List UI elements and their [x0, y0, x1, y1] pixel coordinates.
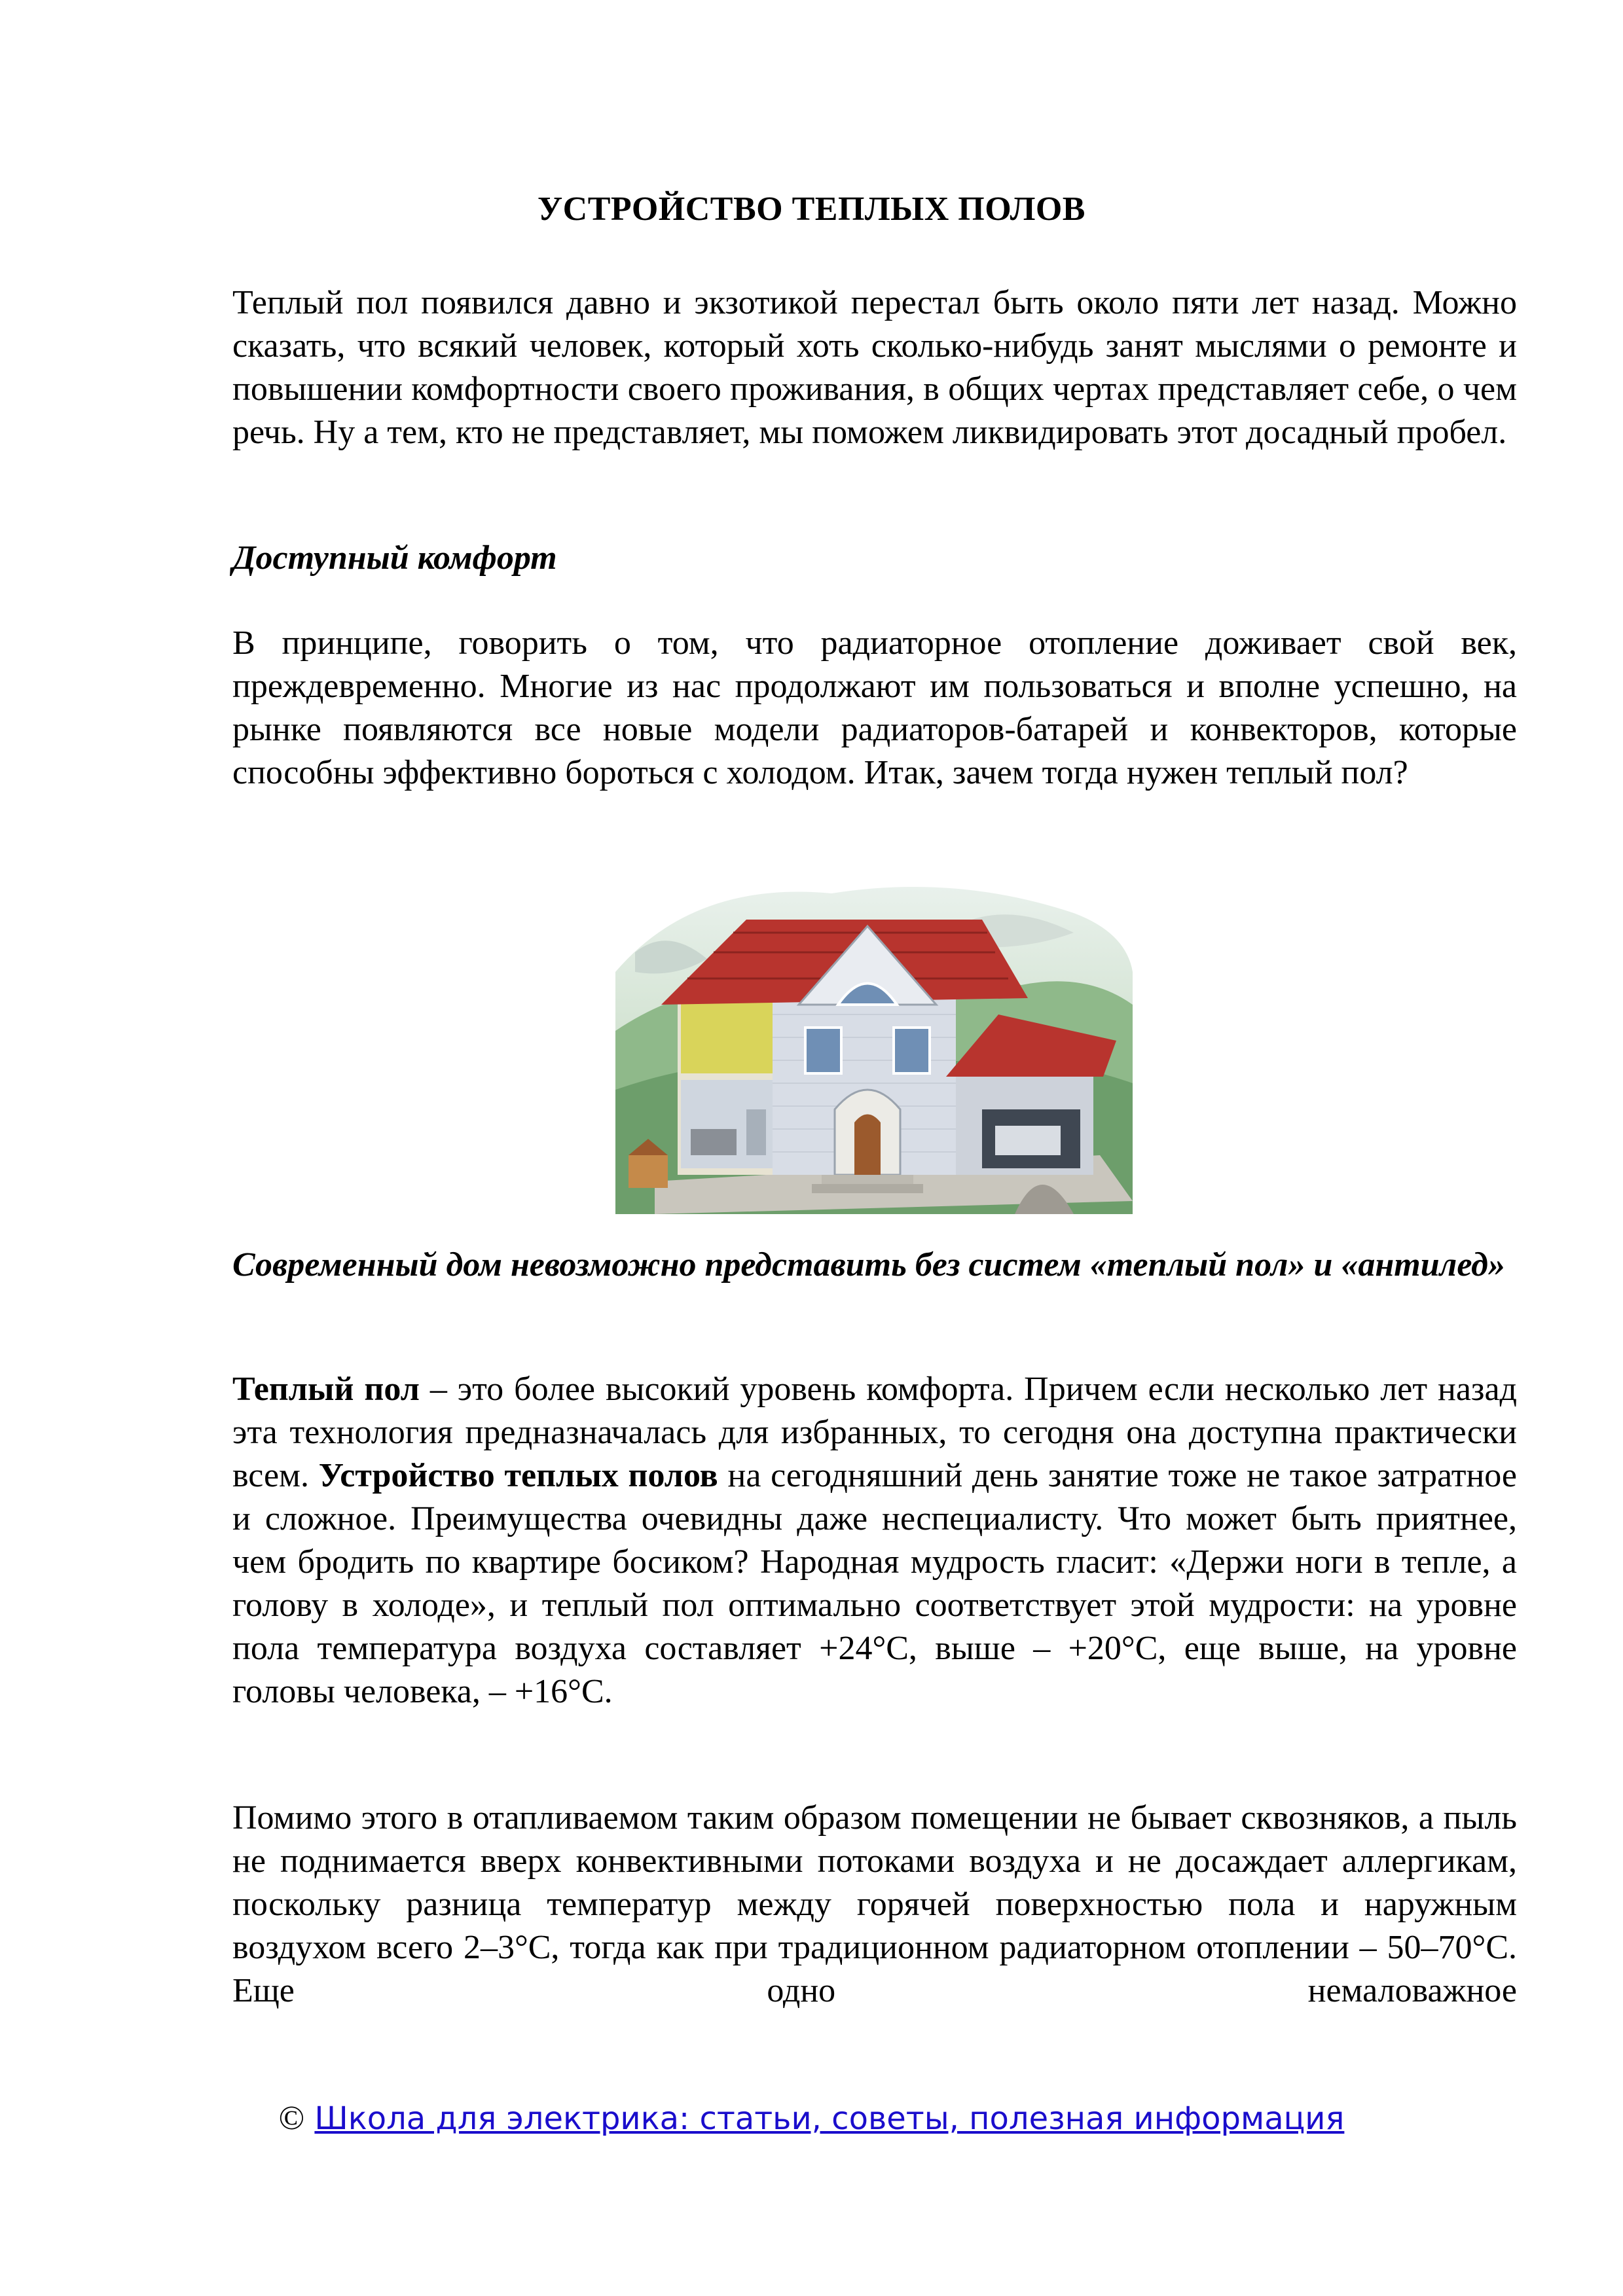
body-text-1: – это более высокий уровень комфорта. Причем если несколько лет назад эта технология предназначалась для избранных, то сегодня она доступна практически всем.	[232, 1371, 1517, 1494]
image-caption: Современный дом невозможно представить без систем «теплый пол» и «антилед»	[232, 1246, 1505, 1283]
house-illustration	[615, 874, 1133, 1214]
term-warm-floor: Теплый пол	[232, 1371, 420, 1408]
section-paragraph: В принципе, говорить о том, что радиаторное отопление доживает свой век, преждевременно. Многие из нас продолжают им пользоваться и вполне успешно, на рынке появляются все новые модели радиаторов-батарей и конвекторов, которые способны эффективно бороться с холодом. Итак, зачем тогда нужен теплый пол?	[232, 624, 1517, 791]
body-paragraph	[232, 1368, 1517, 1713]
last-paragraph: Помимо этого в отапливаемом таким образом помещении не бывает сквозняков, а пыль не поднимается вверх конвективными потоками воздуха и не досаждает аллергикам, поскольку разница температур между горячей поверхностью пола и наружным воздухом всего 2–3°С, тогда как при традиционном радиаторном отоплении – 50–70°С. Еще одно немаловажное	[232, 1799, 1517, 2009]
copyright-symbol: ©	[278, 2100, 305, 2137]
intro-paragraph: Теплый пол появился давно и экзотикой перестал быть около пяти лет назад. Можно сказать, что всякий человек, который хоть сколько-нибудь занят мыслями о ремонте и повышении комфортности своего проживания, в общих чертах представляет себе, о чем речь. Ну а тем, кто не представляет, мы поможем ликвидировать этот досадный пробел.	[232, 284, 1517, 451]
term-floor-installation: Устройство теплых полов	[318, 1457, 718, 1494]
section-heading: Доступный комфорт	[232, 539, 557, 577]
footer	[0, 2099, 1623, 2138]
page-title: УСТРОЙСТВО ТЕПЛЫХ ПОЛОВ	[538, 190, 1085, 228]
body-text-2: на сегодняшний день занятие тоже не такое затратное и сложное. Преимущества очевидны даже неспециалисту. Что может быть приятнее, чем бродить по квартире босиком? Народная мудрость гласит: «Держи ноги в тепле, а голову в холоде», и теплый пол оптимально соответствует этой мудрости: на уровне пола температура воздуха составляет +24°С, выше – +20°С, еще выше, на уровне головы человека, – +16°С.	[232, 1457, 1518, 1710]
footer-link[interactable]: Школа для электрика: статьи, советы, полезная информация	[314, 2100, 1345, 2137]
